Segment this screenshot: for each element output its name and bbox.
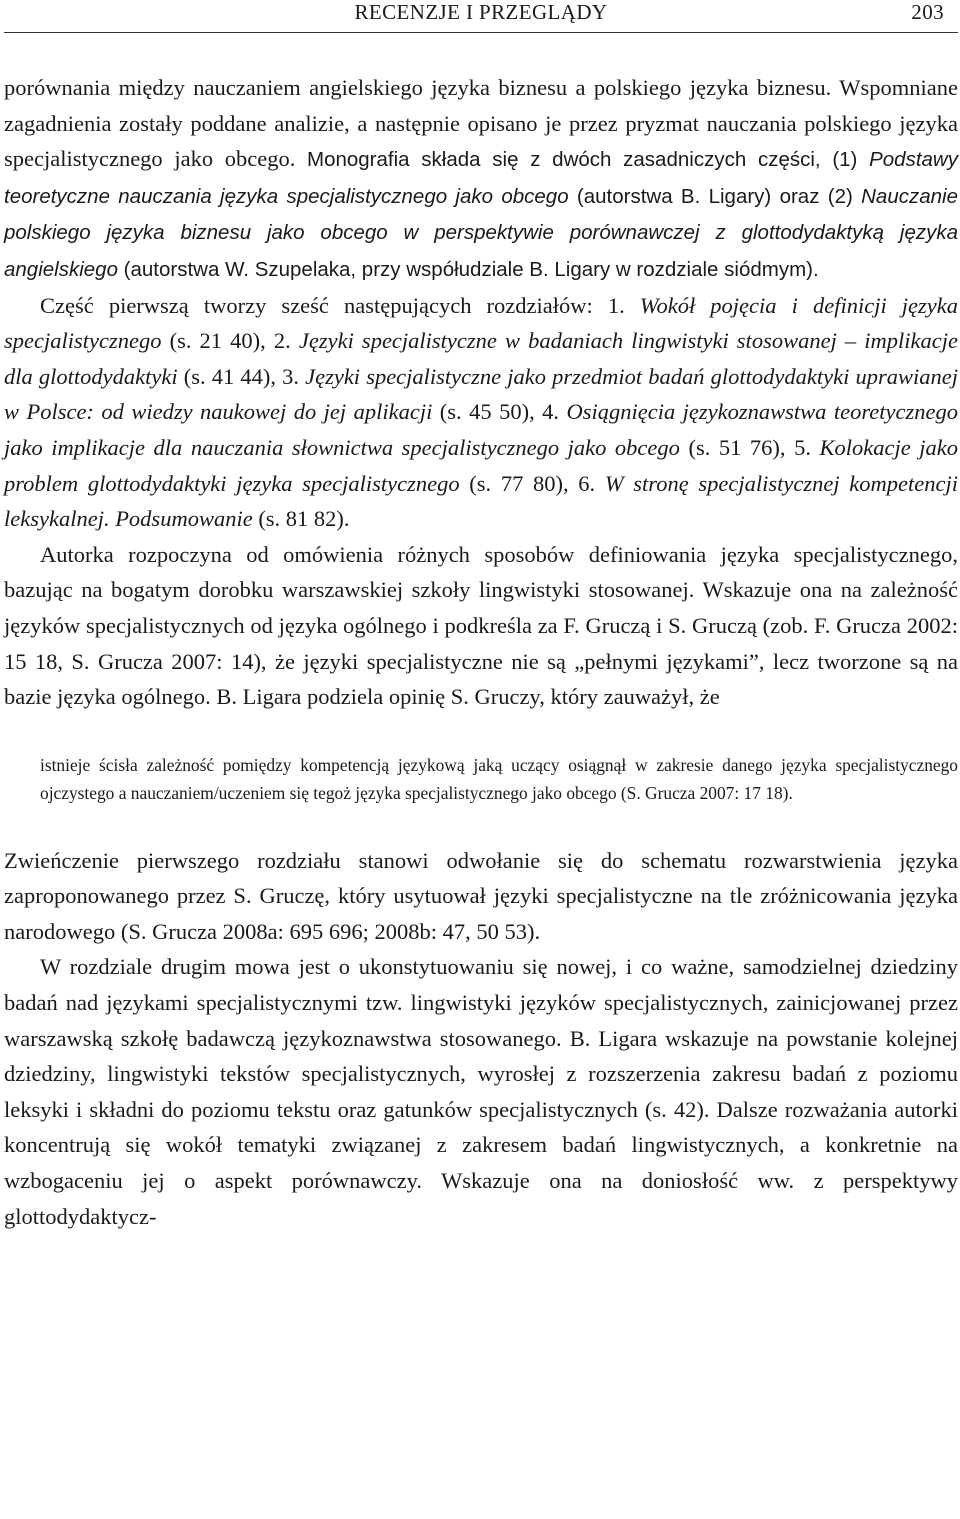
text-run: Monografia składa się z dwóch zasadniczych części, (1) (307, 148, 870, 172)
text-run: (s. 41 44), 3. (177, 363, 306, 389)
text-run: (autorstwa B. Ligary) oraz (2) (568, 184, 862, 208)
paragraph-1-text: porównania między nauczaniem angielskiego języka biznesu a polskiego języka biznesu. Wspomniane zagadnienia zostały poddane analizie, a następnie opisano je przez pryzmat nauczania polskiego języka specjalistycznego jako obcego. (4, 75, 958, 172)
text-run: (s. 45 50), 4. (432, 399, 567, 425)
part-1-title: Podstawy teoretyczne nauczania języka specjalistycznego jako obcego (4, 148, 958, 208)
chapter-2-title: Języki specjalistyczne w badaniach lingwistyki stosowanej – implikacje dla glottodydaktyki (4, 328, 958, 389)
text-run: (s. 81 82). (252, 506, 350, 532)
paragraph-3: Autorka rozpoczyna od omówienia różnych sposobów definiowania języka specjalistycznego, bazując na bogatym dorobku warszawskiej szkoły lingwistyki stosowanej. Wskazuje ona na zależność języków specjalistycznych od języka ogólnego i podkreśla za F. Gruczą i S. Gruczą (zob. F. Grucza 2002: 15 18, S. Grucza 2007: 14), że języki specjalistyczne nie są „pełnymi językami”, lecz tworzone są na bazie języka ogólnego. B. Ligara podziela opinię S. Gruczy, który zauważył, że (4, 541, 958, 710)
paragraph-5: W rozdziale drugim mowa jest o ukonstytuowaniu się nowej, i co ważne, samodzielnej dziedziny badań nad językami specjalistycznymi tzw. lingwistyki języków specjalistycznych, zainicjowanej przez warszawską szkołę badawczą językoznawstwa stosowanego. B. Ligara wskazuje na powstanie kolejnej dziedziny, lingwistyki tekstów specjalistycznych, wyrosłej z rozszerzenia zakresu badań z poziomu leksyki i składni do poziomu tekstu oraz gatunków specjalistycznych (s. 42). Dalsze rozważania autorki koncentrują się wokół tematyki związanej z zakresem badań lingwistycznych, a konkretnie na wzbogaceniu jej o aspekt porównawczy. Wskazuje ona na doniosłość ww. z perspektywy glottodydaktycz- (4, 954, 958, 1229)
chapter-3-title: Języki specjalistyczne jako przedmiot badań glottodydaktyki uprawianej w Polsce: od wiedzy naukowej do jej aplikacji (4, 363, 958, 425)
running-title: RECENZJE I PRZEGLĄDY (354, 0, 608, 24)
text-run: (s. 77 80), 6. (459, 470, 605, 496)
part-2-title: Nauczanie polskiego języka biznesu jako obcego w perspektywie porównawczej z glottodydaktyką języka angielskiego (4, 184, 958, 281)
chapter-6-title: W stronę specjalistycznej kompetencji leksykalnej. Podsumowanie (4, 470, 958, 532)
text-run: (autorstwa W. Szupelaka, przy współudziale B. Ligary w rozdziale siódmym). (117, 257, 819, 281)
body-text (4, 70, 958, 1234)
paragraph-1 (4, 70, 958, 288)
text-run: (s. 51 76), 5. (679, 434, 820, 460)
text-run: (s. 21 40), 2. (161, 328, 299, 354)
text-run: Część pierwszą tworzy sześć następujących rozdziałów: 1. (40, 292, 640, 318)
paragraph-4: Zwieńczenie pierwszego rozdziału stanowi odwołanie się do schematu rozwarstwienia języka zaproponowanego przez S. Gruczę, który usytuował języki specjalistyczne na tle zróżnicowania języka narodowego (S. Grucza 2008a: 695 696; 2008b: 47, 50 53). (4, 847, 958, 944)
chapter-5-title: Kolokacje jako problem glottodydaktyki języka specjalistycznego (4, 434, 958, 496)
chapter-4-title: Osiągnięcia językoznawstwa teoretycznego jako implikacje dla nauczania słownictwa specjalistycznego jako obcego (4, 399, 958, 460)
block-quote: istnieje ścisła zależność pomiędzy kompetencją językową jaką uczący osiągnął w zakresie danego języka specjalistycznego ojczystego a nauczaniem/uczeniem się tegoż języka specjalistycznego jako obcego (S. Grucza 2007: 17 18). (40, 754, 958, 803)
paragraph-2 (4, 288, 958, 537)
running-head (4, 0, 958, 33)
page-number: 203 (911, 0, 944, 24)
chapter-1-title: Wokół pojęcia i definicji języka specjalistycznego (4, 292, 958, 354)
